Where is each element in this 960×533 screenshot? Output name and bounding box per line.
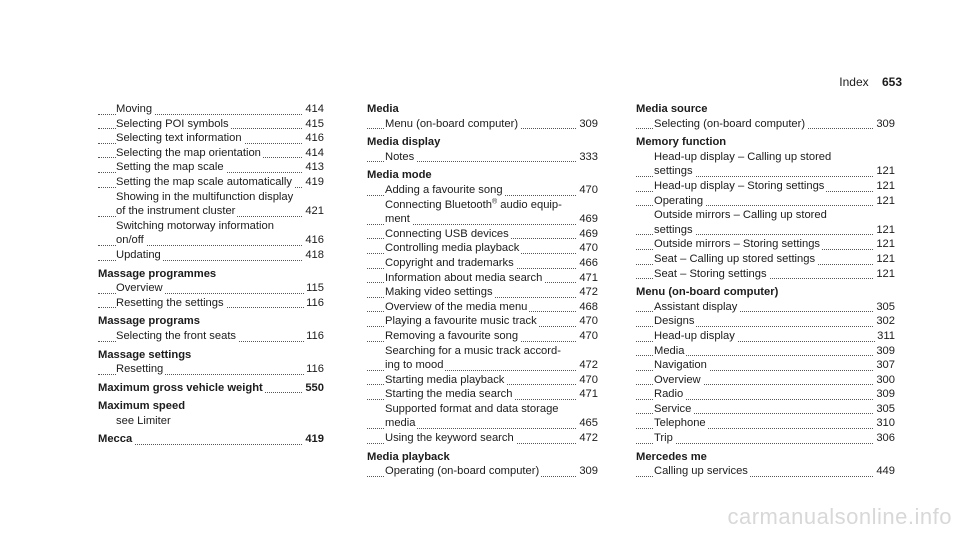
entry-text-part: Moving	[116, 103, 153, 115]
entry-text-part: media	[385, 417, 416, 430]
registered-mark: ®	[491, 197, 498, 205]
index-subentry-line	[98, 102, 324, 117]
index-column-1	[98, 102, 324, 447]
page-ref: 414	[305, 146, 324, 159]
index-heading	[636, 135, 895, 150]
entry-text	[654, 359, 709, 371]
entry-text	[385, 388, 514, 400]
page-ref: 469	[579, 227, 598, 240]
watermark: carmanualsonline.info	[727, 504, 952, 529]
index-subentry-line	[367, 285, 598, 300]
entry-text-part: of the instrument cluster	[116, 205, 236, 218]
page-ref: 310	[876, 417, 895, 430]
page-ref: 416	[305, 234, 324, 247]
index-column-2	[367, 102, 598, 479]
entry-text	[636, 451, 709, 463]
entry-text	[385, 242, 521, 254]
entry-text	[654, 432, 675, 444]
page-ref: 421	[305, 205, 324, 218]
entry-text	[385, 286, 495, 298]
entry-text	[385, 118, 520, 130]
index-heading	[636, 285, 895, 300]
entry-text	[654, 209, 829, 221]
entry-text	[654, 151, 833, 163]
index-subentry-line	[367, 416, 598, 431]
index-heading	[367, 450, 598, 465]
entry-text-part: Seat – Calling up stored settings	[654, 252, 816, 265]
index-heading	[636, 102, 895, 117]
index-subentry-line	[98, 204, 324, 219]
index-heading	[98, 314, 324, 329]
entry-text	[654, 195, 705, 207]
entry-text	[385, 432, 516, 444]
index-heading	[367, 135, 598, 150]
page-ref: 469	[579, 213, 598, 226]
entry-text-part: Resetting	[116, 363, 164, 376]
entry-text-part: Information about media search	[385, 271, 543, 284]
page-ref: 333	[579, 150, 598, 163]
index-subentry-line	[367, 373, 598, 388]
index-subentry-line	[367, 300, 598, 315]
entry-text-part: Outside mirrors – Calling up stored	[654, 209, 827, 222]
page-ref: 471	[579, 271, 598, 284]
index-heading	[98, 432, 324, 447]
page-ref: 116	[306, 296, 324, 309]
entry-text-part: Massage programs	[98, 315, 200, 328]
index-subentry-line	[636, 267, 895, 282]
index-subentry-line	[367, 256, 598, 271]
page-ref: 471	[579, 388, 598, 401]
page-ref: 466	[579, 256, 598, 269]
page-ref: 470	[579, 373, 598, 386]
index-subentry-line	[636, 194, 895, 209]
entry-text-part: Massage settings	[98, 348, 192, 361]
entry-text-part: Maximum gross vehicle weight	[98, 381, 263, 394]
index-subentry-line	[98, 362, 324, 377]
entry-text	[385, 199, 564, 211]
page-ref: 121	[876, 179, 895, 192]
entry-text	[654, 345, 686, 357]
entry-text	[636, 103, 710, 115]
entry-text	[116, 297, 226, 309]
page-ref: 121	[876, 238, 895, 251]
entry-text	[654, 165, 695, 177]
index-subentry-line	[636, 164, 895, 179]
entry-text-part: Calling up services	[654, 465, 748, 478]
index-subentry-line	[636, 358, 895, 373]
index-subentry-line	[98, 248, 324, 263]
index-subentry-line	[636, 237, 895, 252]
entry-text-part: audio equip-	[497, 198, 562, 211]
page-header	[839, 75, 902, 89]
index-subentry-line	[367, 387, 598, 402]
entry-text-part: on/off	[116, 234, 144, 247]
index-subentry-line	[98, 131, 324, 146]
entry-text-part: Searching for a music track accord-	[385, 344, 561, 357]
page-ref: 305	[876, 402, 895, 415]
entry-text	[367, 451, 452, 463]
index-subentry-line	[367, 314, 598, 329]
index-heading	[98, 381, 324, 396]
page-ref: 309	[876, 117, 895, 130]
page-ref: 306	[876, 432, 895, 445]
index-label: Index	[839, 75, 869, 89]
index-subentry-line	[367, 241, 598, 256]
entry-text	[116, 103, 154, 115]
entry-text-part: Removing a favourite song	[385, 329, 519, 342]
page-ref: 465	[579, 417, 598, 430]
index-subentry-line	[98, 160, 324, 175]
entry-text-part: Switching motorway information	[116, 219, 274, 232]
page-ref: 309	[876, 388, 895, 401]
entry-text	[385, 213, 412, 225]
entry-text-part: Trip	[654, 432, 673, 445]
page-ref: 472	[579, 359, 598, 372]
entry-text-part: Navigation	[654, 359, 707, 372]
entry-text-part: Supported format and data storage	[385, 402, 559, 415]
entry-text	[385, 359, 445, 371]
entry-text	[116, 220, 276, 232]
index-subentry-line	[98, 146, 324, 161]
entry-text-part: Resetting the settings	[116, 296, 224, 309]
entry-text-part: Adding a favourite song	[385, 183, 503, 196]
entry-text	[116, 363, 165, 375]
entry-text	[654, 180, 826, 192]
entry-text	[654, 253, 817, 265]
entry-text-part: Using the keyword search	[385, 432, 514, 445]
entry-text	[654, 417, 708, 429]
entry-text-part: Playing a favourite music track	[385, 315, 537, 328]
entry-text	[654, 374, 703, 386]
index-subentry-line	[98, 175, 324, 190]
page-ref: 470	[579, 242, 598, 255]
entry-text-part: Massage programmes	[98, 267, 217, 280]
entry-text	[116, 191, 295, 203]
index-subentry-line	[367, 431, 598, 446]
entry-text-part: Updating	[116, 248, 161, 261]
entry-text	[116, 161, 226, 173]
entry-text	[116, 147, 263, 159]
entry-text-part: settings	[654, 165, 693, 178]
entry-text	[116, 205, 237, 217]
index-subentry-line	[367, 212, 598, 227]
entry-text	[636, 286, 780, 298]
entry-text	[654, 268, 769, 280]
index-subentry-line	[636, 329, 895, 344]
index-heading	[367, 168, 598, 183]
entry-text	[385, 301, 529, 313]
entry-text	[654, 330, 737, 342]
entry-text-part: Overview	[654, 373, 701, 386]
entry-text-part: Starting the media search	[385, 388, 513, 401]
entry-text-part: ing to mood	[385, 359, 444, 372]
page-ref: 121	[876, 223, 895, 236]
entry-text-part: Head-up display	[654, 329, 735, 342]
page-ref: 307	[876, 359, 895, 372]
entry-text	[116, 415, 173, 427]
entry-text-part: Selecting the front seats	[116, 329, 237, 342]
entry-text	[654, 301, 739, 313]
entry-text-part: Memory function	[636, 136, 727, 149]
page-ref: 419	[305, 175, 324, 188]
entry-text	[654, 118, 807, 130]
entry-text	[385, 374, 506, 386]
index-heading	[636, 450, 895, 465]
index-heading	[367, 102, 598, 117]
page-ref: 472	[579, 286, 598, 299]
entry-text-part: Overview	[116, 282, 163, 295]
index-column-3	[636, 102, 895, 479]
entry-text	[116, 118, 231, 130]
entry-text-part: Maximum speed	[98, 400, 186, 413]
entry-text	[385, 151, 416, 163]
entry-text	[98, 315, 202, 327]
entry-text-part: Starting media playback	[385, 373, 505, 386]
page-ref: 418	[305, 248, 324, 261]
entry-text-part: see Limiter	[116, 414, 171, 427]
entry-text	[385, 403, 561, 415]
entry-text	[654, 465, 750, 477]
entry-text-part: Selecting (on-board computer)	[654, 117, 806, 130]
page-ref: 121	[876, 267, 895, 280]
entry-text-part: Seat – Storing settings	[654, 267, 767, 280]
index-subentry-line	[98, 414, 324, 429]
index-subentry-line	[636, 416, 895, 431]
entry-text	[385, 345, 563, 357]
entry-text-part: Operating (on-board computer)	[385, 465, 540, 478]
index-subentry-line	[98, 190, 324, 205]
index-subentry-line	[98, 117, 324, 132]
entry-text	[654, 315, 696, 327]
index-heading	[98, 348, 324, 363]
index-subentry-line	[98, 233, 324, 248]
page-ref: 414	[305, 103, 324, 115]
entry-text-part: Selecting text information	[116, 132, 242, 145]
entry-text-part: Radio	[654, 388, 684, 401]
entry-text-part: Designs	[654, 315, 695, 328]
entry-text	[385, 315, 539, 327]
entry-text-part: Notes	[385, 150, 415, 163]
entry-text	[385, 257, 516, 269]
index-subentry-line	[636, 314, 895, 329]
entry-text	[654, 388, 685, 400]
entry-text-part: Media display	[367, 136, 441, 149]
index-subentry-line	[367, 464, 598, 479]
index-subentry-line	[636, 373, 895, 388]
entry-text	[636, 136, 728, 148]
entry-text-part: Media source	[636, 103, 708, 115]
index-subentry-line	[367, 402, 598, 417]
page-ref: 419	[305, 433, 324, 446]
entry-text-part: Connecting Bluetooth	[385, 198, 492, 211]
entry-text-part: Service	[654, 402, 692, 415]
entry-text	[367, 169, 434, 181]
index-subentry-line	[636, 223, 895, 238]
entry-text-part: Media	[367, 103, 399, 115]
entry-text	[654, 238, 822, 250]
page-ref: 309	[579, 117, 598, 130]
index-subentry-line	[636, 252, 895, 267]
index-subentry-line	[367, 150, 598, 165]
page-ref: 416	[305, 132, 324, 145]
entry-text-part: Menu (on-board computer)	[385, 117, 519, 130]
page-ref: 470	[579, 329, 598, 342]
page-ref: 470	[579, 183, 598, 196]
entry-text-part: Showing in the multifunction display	[116, 190, 294, 203]
index-heading	[98, 267, 324, 282]
entry-text-part: Overview of the media menu	[385, 300, 528, 313]
entry-text	[385, 417, 417, 429]
entry-text	[385, 228, 511, 240]
entry-text-part: Controlling media playback	[385, 242, 520, 255]
index-subentry-line	[636, 117, 895, 132]
entry-text	[116, 176, 294, 188]
page-ref: 116	[306, 329, 324, 342]
entry-text	[654, 224, 695, 236]
index-subentry-line	[367, 117, 598, 132]
entry-text	[116, 330, 238, 342]
index-subentry-line	[636, 179, 895, 194]
index-subentry-line	[636, 431, 895, 446]
entry-text-part: Media	[654, 344, 685, 357]
page-ref: 115	[306, 282, 324, 295]
page-ref: 121	[876, 165, 895, 178]
entry-text	[385, 184, 505, 196]
page-ref: 413	[305, 161, 324, 174]
entry-text	[367, 136, 442, 148]
entry-text	[385, 330, 520, 342]
index-subentry-line	[636, 208, 895, 223]
entry-text-part: Selecting POI symbols	[116, 117, 229, 130]
index-subentry-line	[636, 300, 895, 315]
entry-text	[98, 400, 187, 412]
entry-text	[385, 272, 544, 284]
entry-text-part: Setting the map scale	[116, 161, 224, 174]
entry-text	[98, 382, 265, 394]
page-ref: 121	[876, 194, 895, 207]
index-subentry-line	[98, 329, 324, 344]
index-subentry-line	[367, 358, 598, 373]
entry-text-part: Making video settings	[385, 286, 493, 299]
entry-text-part: Outside mirrors – Storing settings	[654, 238, 821, 251]
entry-text-part: Selecting the map orientation	[116, 146, 261, 159]
index-subentry-line	[636, 387, 895, 402]
page-ref: 121	[876, 252, 895, 265]
entry-text-part: Mecca	[98, 433, 133, 446]
entry-text	[385, 465, 541, 477]
page-ref: 550	[305, 381, 324, 394]
index-subentry-line	[636, 464, 895, 479]
page-ref: 305	[876, 300, 895, 313]
index-heading	[98, 399, 324, 414]
page-ref: 468	[579, 300, 598, 313]
page-number: 653	[881, 75, 902, 89]
entry-text-part: Head-up display – Calling up stored	[654, 150, 832, 163]
entry-text	[654, 403, 693, 415]
entry-text	[116, 234, 146, 246]
page-ref: 470	[579, 315, 598, 328]
entry-text-part: Menu (on-board computer)	[636, 286, 779, 299]
index-subentry-line	[367, 344, 598, 359]
page-ref: 300	[876, 373, 895, 386]
entry-text-part: Head-up display – Storing settings	[654, 179, 825, 192]
index-subentry-line	[367, 198, 598, 213]
entry-text-part: ment	[385, 213, 410, 226]
index-subentry-line	[636, 344, 895, 359]
entry-text	[98, 268, 218, 280]
index-subentry-line	[367, 227, 598, 242]
index-subentry-line	[98, 281, 324, 296]
entry-text-part: Operating	[654, 194, 704, 207]
page-ref: 309	[876, 344, 895, 357]
page-ref: 472	[579, 432, 598, 445]
index-subentry-line	[98, 219, 324, 234]
entry-text-part: Assistant display	[654, 300, 738, 313]
entry-text	[116, 282, 165, 294]
index-subentry-line	[98, 296, 324, 311]
entry-text	[98, 349, 193, 361]
index-subentry-line	[367, 329, 598, 344]
page-ref: 302	[876, 315, 895, 328]
entry-text-part: Setting the map scale automatically	[116, 175, 292, 188]
entry-text-part: Media mode	[367, 169, 432, 182]
page-ref: 309	[579, 465, 598, 478]
entry-text-part: settings	[654, 223, 693, 236]
entry-text	[116, 249, 163, 261]
entry-text	[98, 433, 134, 445]
page-ref: 415	[305, 117, 324, 130]
page-ref: 311	[877, 329, 895, 342]
page-ref: 449	[876, 465, 895, 478]
index-subentry-line	[367, 271, 598, 286]
entry-text-part: Copyright and trademarks	[385, 256, 514, 269]
entry-text	[367, 103, 401, 115]
entry-text-part: Telephone	[654, 417, 706, 430]
entry-text-part: Mercedes me	[636, 450, 707, 463]
index-subentry-line	[636, 402, 895, 417]
entry-text	[116, 132, 244, 144]
entry-text-part: Media playback	[367, 450, 450, 463]
index-subentry-line	[636, 150, 895, 165]
entry-text-part: Connecting USB devices	[385, 227, 509, 240]
index-subentry-line	[367, 183, 598, 198]
page-ref: 116	[306, 363, 324, 376]
